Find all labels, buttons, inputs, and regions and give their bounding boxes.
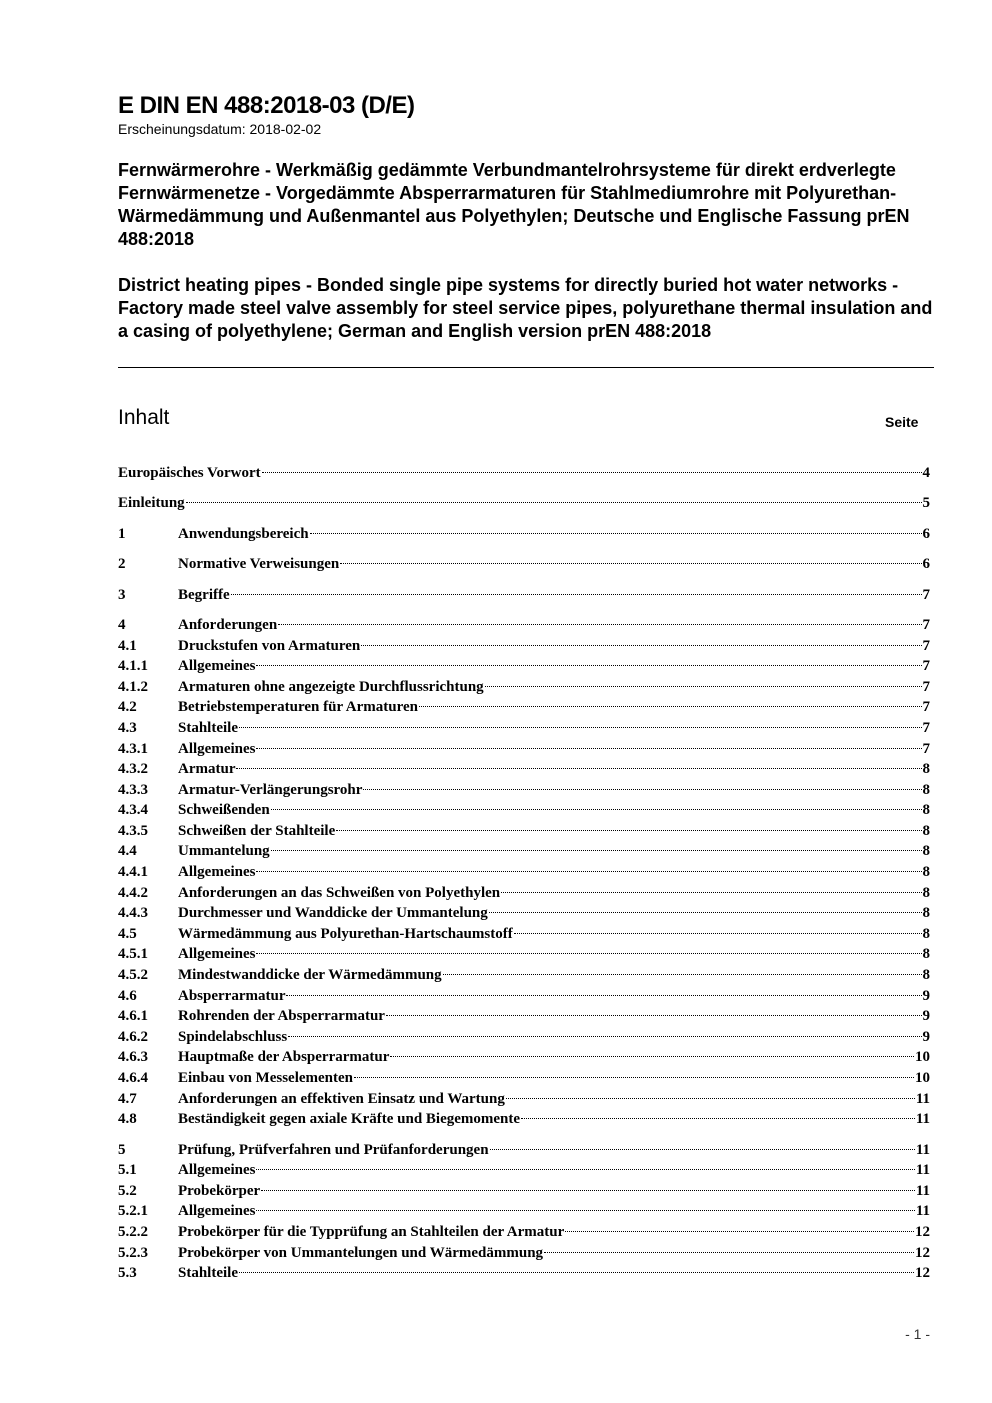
toc-entry-number: 4.3.5 [118, 822, 148, 839]
toc-entry-number: 4.8 [118, 1111, 137, 1128]
toc-entry[interactable] [118, 1047, 930, 1068]
toc-entry-page: 8 [922, 967, 930, 984]
toc-entry-number: 5.2 [118, 1182, 137, 1199]
toc-entry-page: 8 [922, 781, 930, 798]
toc-entry-number: 4.4.3 [118, 905, 148, 922]
toc-entry-page: 8 [922, 802, 930, 819]
toc-leader-dots [565, 1231, 914, 1232]
toc-entry-page: 7 [922, 699, 930, 716]
toc-entry[interactable] [118, 883, 930, 904]
toc-entry[interactable] [118, 924, 930, 945]
toc-entry[interactable] [118, 1068, 930, 1089]
toc-entry-label: Armatur [178, 761, 236, 778]
toc-entry-label: Europäisches Vorwort [118, 465, 261, 481]
toc-entry-page: 12 [915, 1223, 930, 1240]
toc-entry-label: Allgemeines [178, 946, 256, 963]
toc-leader-dots [256, 953, 921, 954]
toc-entry-label: Anforderungen an das Schweißen von Polyethylen [178, 884, 501, 901]
toc-entry-page: 11 [915, 1162, 930, 1179]
toc-entry-label: Allgemeines [178, 740, 256, 757]
toc-entry[interactable] [118, 615, 930, 636]
toc-entry[interactable] [118, 1027, 930, 1048]
toc-entry-page: 11 [915, 1090, 930, 1107]
toc-entry-number: 4.5.2 [118, 967, 148, 984]
toc-entry-page: 8 [922, 761, 930, 778]
toc-entry-label: Einbau von Messelementen [178, 1070, 354, 1087]
table-of-contents [118, 463, 930, 1284]
toc-entry-label: Schweißenden [178, 802, 270, 819]
toc-entry-label: Anforderungen an effektiven Einsatz und Wartung [178, 1090, 505, 1107]
toc-entry[interactable] [118, 841, 930, 862]
toc-entry-label: Wärmedämmung aus Polyurethan-Hartschaumstoff [178, 925, 513, 942]
toc-entry[interactable] [118, 862, 930, 883]
toc-entry-page: 11 [915, 1182, 930, 1199]
toc-entry-label: Stahlteile [178, 719, 238, 736]
toc-entry-page: 10 [915, 1070, 930, 1087]
toc-entry-page: 8 [922, 822, 930, 839]
toc-entry[interactable] [118, 1109, 930, 1130]
toc-entry[interactable] [118, 821, 930, 842]
toc-leader-dots [261, 1190, 915, 1191]
toc-leader-dots [256, 1210, 914, 1211]
toc-entry-page: 8 [922, 925, 930, 942]
toc-leader-dots [262, 472, 922, 473]
toc-entry-number: 4.1 [118, 637, 137, 654]
toc-entry-label: Absperrarmatur [178, 987, 286, 1004]
toc-leader-dots [506, 1098, 915, 1099]
toc-entry-number: 4.5 [118, 925, 137, 942]
toc-leader-dots [514, 933, 922, 934]
toc-entry-number: 5.1 [118, 1162, 137, 1179]
toc-entry[interactable] [118, 718, 930, 739]
toc-entry-label: Schweißen der Stahlteile [178, 822, 336, 839]
toc-entry[interactable] [118, 965, 930, 986]
toc-entry[interactable] [118, 986, 930, 1007]
toc-entry-number: 4.3 [118, 719, 137, 736]
toc-entry-page: 4 [922, 465, 930, 481]
toc-leader-dots [278, 624, 921, 625]
divider [118, 367, 934, 368]
toc-entry[interactable] [118, 677, 930, 698]
toc-entry-label: Allgemeines [178, 864, 256, 881]
toc-entry-number: 4.7 [118, 1090, 137, 1107]
toc-leader-dots [390, 1056, 914, 1057]
toc-entry-page: 11 [915, 1203, 930, 1220]
toc-leader-dots [489, 912, 922, 913]
toc-entry[interactable] [118, 944, 930, 965]
toc-entry[interactable] [118, 636, 930, 657]
toc-entry-page: 7 [922, 740, 930, 757]
toc-leader-dots [419, 706, 922, 707]
toc-leader-dots [361, 645, 921, 646]
toc-entry-number: 4.6.3 [118, 1049, 148, 1066]
toc-entry-label: Einleitung [118, 495, 185, 512]
toc-leader-dots [363, 789, 921, 790]
toc-leader-dots [239, 727, 922, 728]
toc-entry-page: 9 [922, 987, 930, 1004]
toc-entry-number: 4.1.2 [118, 678, 148, 695]
toc-entry[interactable] [118, 656, 930, 677]
toc-entry[interactable] [118, 780, 930, 801]
toc-entry-label: Probekörper für die Typprüfung an Stahlteilen der Armatur [178, 1223, 565, 1240]
toc-entry[interactable] [118, 1263, 930, 1284]
toc-leader-dots [239, 1272, 914, 1273]
toc-entry-page: 5 [922, 495, 930, 512]
toc-entry-page: 7 [922, 616, 930, 633]
toc-leader-dots [443, 974, 922, 975]
toc-entry-page: 7 [922, 586, 930, 603]
toc-entry[interactable] [118, 463, 930, 484]
toc-entry-number: 4.4 [118, 843, 137, 860]
toc-entry-number: 5.2.1 [118, 1203, 148, 1220]
toc-entry-label: Spindelabschluss [178, 1028, 288, 1045]
toc-entry-label: Beständigkeit gegen axiale Kräfte und Biegemomente [178, 1111, 521, 1128]
toc-leader-dots [286, 995, 921, 996]
toc-entry-page: 7 [922, 658, 930, 675]
toc-entry-number: 3 [118, 586, 126, 603]
toc-leader-dots [521, 1118, 915, 1119]
toc-entry-number: 4.3.1 [118, 740, 148, 757]
document-id: E DIN EN 488:2018-03 (D/E) [118, 92, 415, 119]
toc-leader-dots [256, 665, 921, 666]
toc-entry-page: 12 [915, 1244, 930, 1261]
page-number: - 1 - [905, 1326, 930, 1342]
toc-entry-label: Hauptmaße der Absperrarmatur [178, 1049, 390, 1066]
toc-entry[interactable] [118, 554, 930, 575]
toc-entry-number: 4.6 [118, 987, 137, 1004]
toc-leader-dots [236, 768, 921, 769]
toc-entry[interactable] [118, 697, 930, 718]
toc-entry-number: 4.6.4 [118, 1070, 148, 1087]
toc-leader-dots [386, 1015, 922, 1016]
toc-entry-number: 4.5.1 [118, 946, 148, 963]
toc-entry-number: 4 [118, 616, 126, 633]
toc-entry-page: 6 [922, 525, 930, 542]
toc-entry[interactable] [118, 800, 930, 821]
toc-leader-dots [340, 563, 921, 564]
toc-entry-label: Armatur-Verlängerungsrohr [178, 781, 363, 798]
toc-entry-number: 4.6.2 [118, 1028, 148, 1045]
toc-entry-number: 4.4.2 [118, 884, 148, 901]
toc-entry-label: Mindestwanddicke der Wärmedämmung [178, 967, 442, 984]
toc-entry-page: 9 [922, 1028, 930, 1045]
publication-date: Erscheinungsdatum: 2018-02-02 [118, 121, 322, 137]
toc-leader-dots [256, 1169, 914, 1170]
toc-entry[interactable] [118, 903, 930, 924]
toc-entry-number: 1 [118, 525, 126, 542]
toc-entry-number: 5.3 [118, 1265, 137, 1282]
toc-entry-label: Normative Verweisungen [178, 556, 340, 573]
toc-entry-number: 4.3.4 [118, 802, 148, 819]
toc-leader-dots [501, 892, 921, 893]
toc-entry[interactable] [118, 493, 930, 514]
toc-leader-dots [186, 502, 922, 503]
toc-entry-page: 8 [922, 884, 930, 901]
toc-entry-label: Betriebstemperaturen für Armaturen [178, 699, 418, 716]
toc-entry-number: 5 [118, 1141, 126, 1158]
toc-entry[interactable] [118, 759, 930, 780]
toc-entry-number: 4.4.1 [118, 864, 148, 881]
toc-entry-number: 4.6.1 [118, 1008, 148, 1025]
toc-entry-label: Druckstufen von Armaturen [178, 637, 361, 654]
toc-entry[interactable] [118, 1201, 930, 1222]
toc-leader-dots [544, 1252, 914, 1253]
toc-entry-label: Anforderungen [178, 616, 278, 633]
toc-entry[interactable] [118, 1181, 930, 1202]
toc-entry-label: Probekörper [178, 1182, 261, 1199]
toc-entry-label: Durchmesser und Wanddicke der Ummantelung [178, 905, 488, 922]
toc-entry-page: 8 [922, 905, 930, 922]
toc-leader-dots [271, 850, 922, 851]
toc-leader-dots [485, 686, 922, 687]
toc-entry[interactable] [118, 1243, 930, 1264]
toc-entry-label: Probekörper von Ummantelungen und Wärmedämmung [178, 1244, 544, 1261]
toc-leader-dots [271, 809, 922, 810]
toc-entry-page: 12 [915, 1265, 930, 1282]
toc-leader-dots [231, 594, 922, 595]
toc-entry-page: 7 [922, 637, 930, 654]
toc-entry-number: 5.2.3 [118, 1244, 148, 1261]
toc-heading: Inhalt [118, 406, 170, 429]
toc-entry-page: 6 [922, 556, 930, 573]
toc-entry-number: 4.1.1 [118, 658, 148, 675]
toc-entry-number: 4.2 [118, 699, 137, 716]
toc-leader-dots [490, 1149, 915, 1150]
toc-entry-number: 2 [118, 556, 126, 573]
toc-entry-page: 9 [922, 1008, 930, 1025]
toc-entry-label: Ummantelung [178, 843, 270, 860]
toc-entry[interactable] [118, 1222, 930, 1243]
toc-entry[interactable] [118, 524, 930, 545]
toc-entry-page: 11 [915, 1111, 930, 1128]
toc-entry-label: Rohrenden der Absperrarmatur [178, 1008, 385, 1025]
toc-entry-page: 8 [922, 946, 930, 963]
toc-leader-dots [288, 1036, 921, 1037]
toc-entry-label: Armaturen ohne angezeigte Durchflussrichtung [178, 678, 484, 695]
toc-entry-page: 8 [922, 864, 930, 881]
toc-leader-dots [336, 830, 921, 831]
toc-entry-number: 5.2.2 [118, 1223, 148, 1240]
toc-entry-page: 10 [915, 1049, 930, 1066]
toc-entry[interactable] [118, 739, 930, 760]
toc-entry-label: Begriffe [178, 586, 230, 603]
toc-entry-page: 8 [922, 843, 930, 860]
title-german: Fernwärmerohre - Werkmäßig gedämmte Verbundmantelrohrsysteme für direkt erdverlegte Fernwärmenetze - Vorgedämmte Absperrarmaturen für Stahlmediumrohre mit Polyurethan-Wärmedämmung und Außenmantel aus Polyethylen; Deutsche und Englische Fassung prEN 488:2018 [118, 160, 910, 249]
toc-entry-label: Prüfung, Prüfverfahren und Prüfanforderungen [178, 1141, 489, 1158]
toc-entry[interactable] [118, 1006, 930, 1027]
toc-entry[interactable] [118, 585, 930, 606]
toc-leader-dots [310, 533, 922, 534]
toc-page-column-label: Seite [885, 414, 919, 430]
toc-entry-label: Anwendungsbereich [178, 525, 309, 542]
toc-entry-page: 7 [922, 719, 930, 736]
toc-entry-label: Allgemeines [178, 658, 256, 675]
toc-entry[interactable] [118, 1089, 930, 1110]
toc-entry[interactable] [118, 1160, 930, 1181]
toc-entry-number: 4.3.3 [118, 781, 148, 798]
toc-entry-label: Stahlteile [178, 1265, 238, 1282]
toc-leader-dots [354, 1077, 914, 1078]
toc-leader-dots [256, 748, 921, 749]
toc-entry-number: 4.3.2 [118, 761, 148, 778]
toc-entry[interactable] [118, 1140, 930, 1161]
toc-entry-page: 7 [922, 678, 930, 695]
title-english: District heating pipes - Bonded single pipe systems for directly buried hot water networks - Factory made steel valve assembly for steel service pipes, polyurethane thermal insulation and a casing of polyethylene; German and English version prEN 488:2018 [118, 275, 933, 341]
toc-leader-dots [256, 871, 921, 872]
toc-entry-page: 11 [915, 1141, 930, 1158]
toc-entry-label: Allgemeines [178, 1162, 256, 1179]
toc-entry-label: Allgemeines [178, 1203, 256, 1220]
